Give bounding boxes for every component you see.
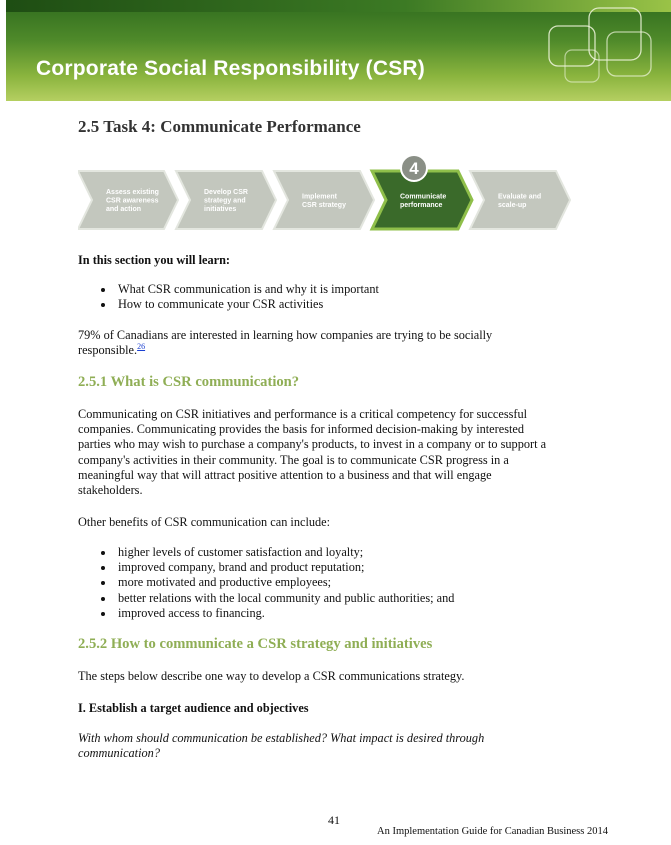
- stat-line-1: 79% of Canadians are interested in learning how companies are trying to be socially: [78, 328, 493, 342]
- banner-title: Corporate Social Responsibility (CSR): [36, 57, 425, 80]
- list-item: improved company, brand and product reputation;: [78, 560, 454, 575]
- paragraph-line: parties who may wish to purchase a company's products, to invest in a company or to support a: [78, 437, 547, 452]
- question-line-2: communication?: [78, 746, 160, 761]
- step-heading: I. Establish a target audience and objectives: [78, 701, 309, 715]
- process-step-label: Evaluate and scale-up: [498, 193, 542, 209]
- paragraph-line: company's activities in their community. The goal is to communicate CSR progress in a: [78, 452, 509, 467]
- benefits-intro: Other benefits of CSR communication can include:: [78, 515, 331, 529]
- list-item: improved access to financing.: [78, 606, 454, 621]
- csr-communication-paragraph: [78, 407, 598, 498]
- paragraph-line: stakeholders.: [78, 483, 143, 498]
- paragraph-line: Communicating on CSR initiatives and performance is a critical competency for successful: [78, 407, 528, 421]
- stat-line-2: responsible.: [78, 343, 138, 358]
- header-banner: [6, 0, 671, 101]
- learn-list: [78, 282, 379, 312]
- list-item: higher levels of customer satisfaction and loyalty;: [78, 545, 454, 560]
- process-step-label: Communicate performance: [400, 193, 447, 209]
- footnote-link-26[interactable]: 26: [137, 342, 146, 352]
- banner-squares-graphic: [541, 0, 671, 101]
- paragraph-line: meaningful way that will attract positive attention to a business and that will engage: [78, 467, 492, 482]
- list-item: What CSR communication is and why it is important: [78, 282, 379, 297]
- benefits-list: [78, 545, 454, 621]
- process-steps-diagram: [78, 153, 588, 233]
- list-item: better relations with the local community and public authorities; and: [78, 591, 454, 606]
- steps-intro: The steps below describe one way to develop a CSR communications strategy.: [78, 669, 465, 683]
- list-item: more motivated and productive employees;: [78, 575, 454, 590]
- section-title: 2.5 Task 4: Communicate Performance: [78, 117, 361, 136]
- learn-heading: In this section you will learn:: [78, 253, 231, 267]
- question-line-1: With whom should communication be established? What impact is desired through: [78, 731, 485, 745]
- paragraph-line: companies. Communicating provides the basis for informed decision-making by interested: [78, 422, 525, 437]
- process-step-label: Develop CSR strategy and initiatives: [204, 189, 248, 214]
- step-number-badge-label: 4: [409, 159, 419, 178]
- audience-question: [78, 731, 484, 761]
- guide-footer: An Implementation Guide for Canadian Business 2014: [377, 826, 608, 837]
- page-number: 41: [328, 813, 340, 827]
- process-step-label: Assess existing CSR awareness and action: [106, 189, 159, 214]
- list-item: How to communicate your CSR activities: [78, 297, 379, 312]
- subsection-title-2-5-2: 2.5.2 How to communicate a CSR strategy and initiatives: [78, 636, 433, 652]
- stat-paragraph: [78, 328, 492, 358]
- process-step-label: Implement CSR strategy: [302, 193, 346, 209]
- subsection-title-2-5-1: 2.5.1 What is CSR communication?: [78, 374, 300, 390]
